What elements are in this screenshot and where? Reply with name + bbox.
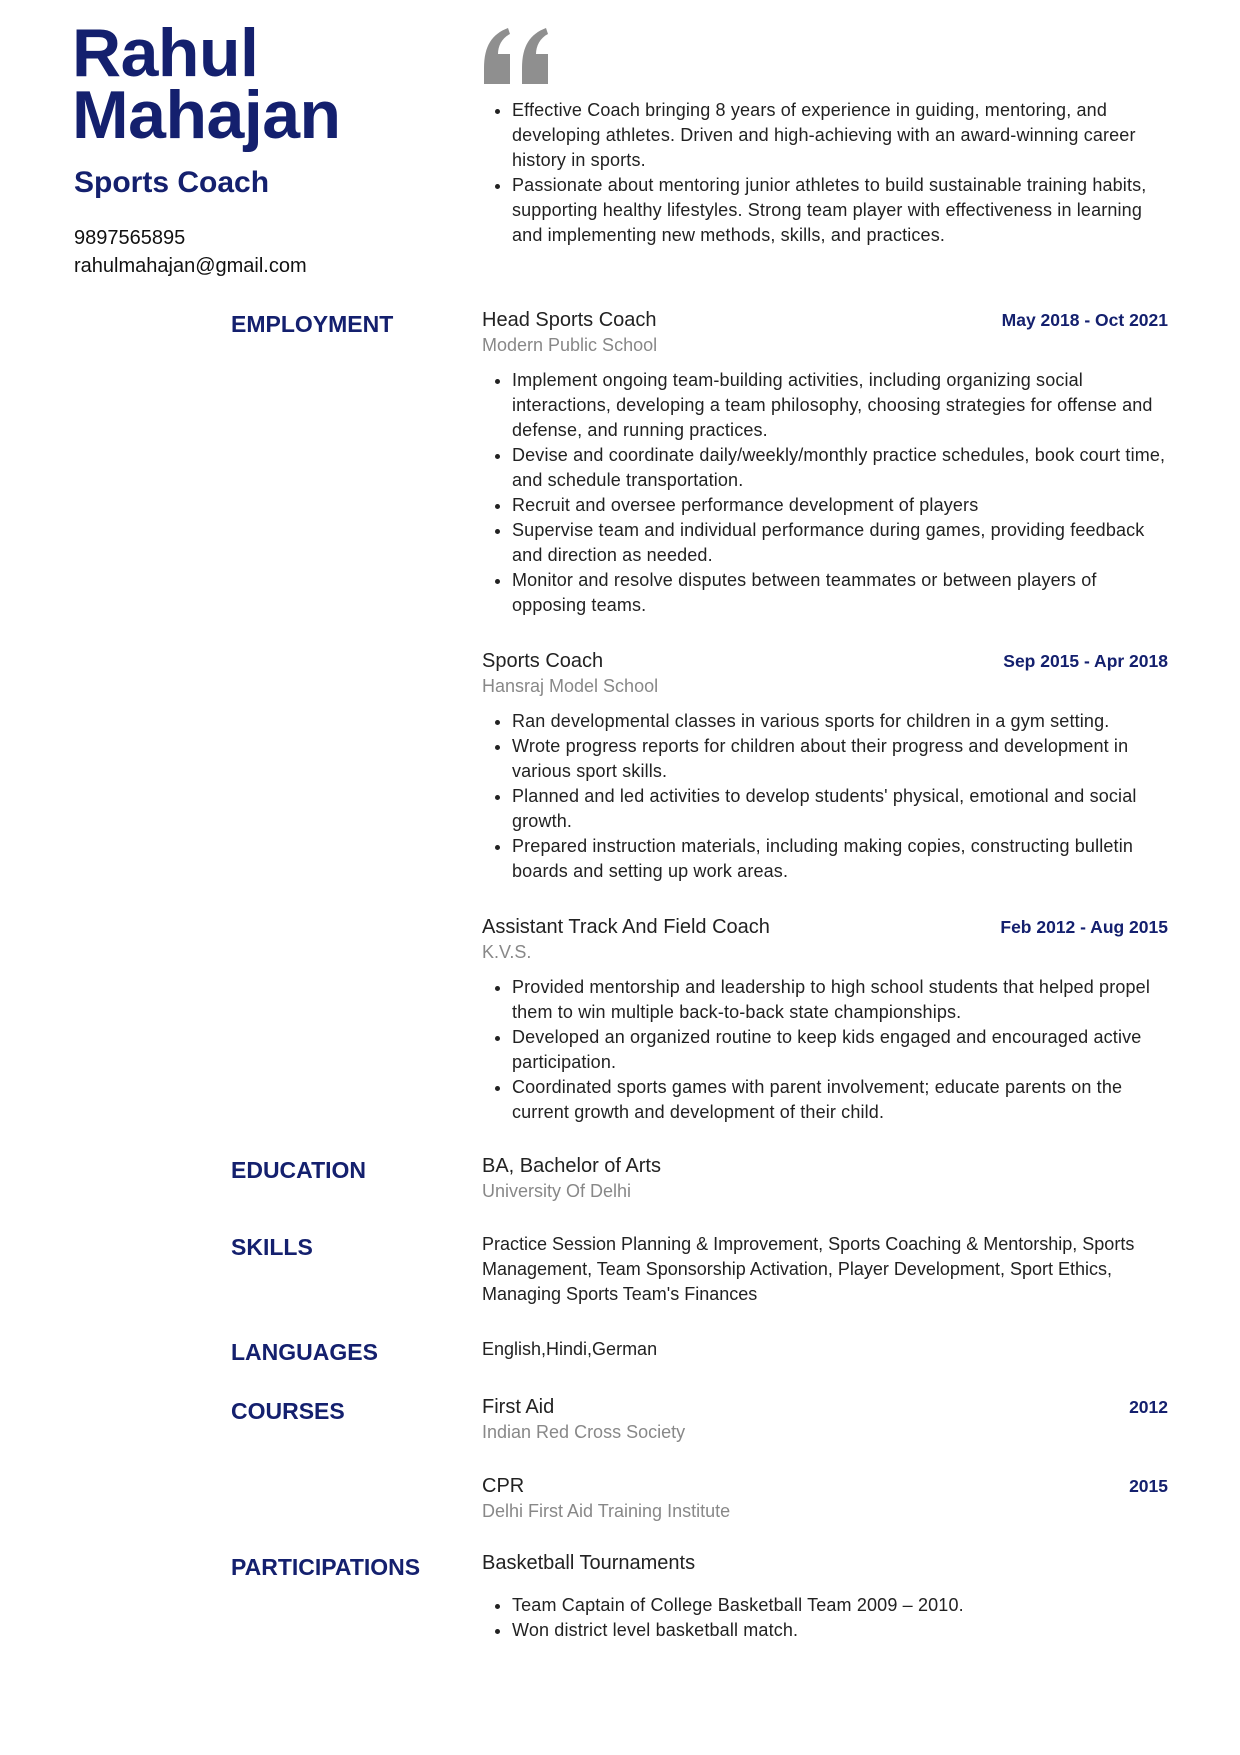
- job-bullet: • Monitor and resolve disputes between teammates or between players of opposing teams.: [512, 568, 1168, 618]
- education-row: [231, 1155, 1168, 1202]
- job-bullet: • Planned and led activities to develop students' physical, emotional and social growth.: [512, 784, 1168, 834]
- education-entry: [482, 1155, 1168, 1202]
- education-school: University Of Delhi: [482, 1181, 632, 1201]
- job-bullet: • Devise and coordinate daily/weekly/monthly practice schedules, book court time, and schedule transportation.: [512, 443, 1168, 493]
- courses-row: [231, 1396, 1168, 1522]
- job-bullet: • Provided mentorship and leadership to high school students that helped propel them to win multiple back-to-back state championships.: [512, 975, 1168, 1025]
- participation-title: Basketball Tournaments: [482, 1552, 696, 1574]
- job-dates: Feb 2012 - Aug 2015: [1000, 917, 1168, 937]
- section-skills: SKILLS: [231, 1234, 313, 1260]
- job-bullet: • Implement ongoing team-building activities, including organizing social interactions, developing a team philosophy, choosing strategies for offense and defense, and running practices.: [512, 368, 1168, 443]
- section-education: EDUCATION: [231, 1157, 367, 1183]
- job-header: [482, 650, 1168, 673]
- job-role: Assistant Track And Field Coach: [482, 916, 770, 938]
- course-entry: [482, 1396, 1168, 1443]
- job-entry: [482, 309, 1168, 618]
- job-header: [482, 309, 1168, 332]
- employment-list: [482, 309, 1168, 1125]
- summary: [482, 98, 1168, 248]
- job-company: Modern Public School: [482, 335, 658, 355]
- courses-list: [482, 1396, 1168, 1522]
- quote-icon: [480, 28, 552, 86]
- employment-row: [231, 309, 1168, 1125]
- candidate-name: [72, 15, 341, 153]
- job-company: K.V.S.: [482, 942, 532, 962]
- course-year: 2012: [1129, 1397, 1168, 1417]
- participation-bullet: • Won district level basketball match.: [512, 1618, 1168, 1643]
- job-bullet: • Supervise team and individual performance during games, providing feedback and direction as needed.: [512, 518, 1168, 568]
- job-role: Sports Coach: [482, 650, 604, 672]
- job-bullet: • Developed an organized routine to keep kids engaged and encouraged active participation.: [512, 1025, 1168, 1075]
- participation-entry: [482, 1552, 1168, 1643]
- course-org: Delhi First Aid Training Institute: [482, 1501, 731, 1521]
- languages-list: English,Hindi,German: [482, 1339, 658, 1359]
- job-bullet: • Coordinated sports games with parent involvement; educate parents on the current growth and development of their child.: [512, 1075, 1168, 1125]
- skills-row: [231, 1232, 1168, 1307]
- course-name: CPR: [482, 1475, 525, 1497]
- job-entry: [482, 916, 1168, 1125]
- section-courses: COURSES: [231, 1398, 345, 1424]
- job-role: Head Sports Coach: [482, 309, 657, 331]
- summary-item: • Passionate about mentoring junior athletes to build sustainable training habits, supporting healthy lifestyles. Strong team player with effectiveness in learning and implementing new methods, skills, and practices.: [512, 173, 1168, 248]
- job-dates: May 2018 - Oct 2021: [1001, 310, 1168, 330]
- job-title: Sports Coach: [74, 166, 270, 199]
- course-name: First Aid: [482, 1396, 555, 1418]
- course-org: Indian Red Cross Society: [482, 1422, 686, 1442]
- job-bullet: • Ran developmental classes in various sports for children in a gym setting.: [512, 709, 1168, 734]
- job-bullet: • Recruit and oversee performance development of players: [512, 493, 1168, 518]
- last-name: Mahajan: [72, 77, 341, 153]
- email: rahulmahajan@gmail.com: [74, 255, 307, 277]
- first-name: Rahul: [72, 15, 259, 91]
- course-entry: [482, 1475, 1168, 1522]
- job-header: [482, 916, 1168, 939]
- section-participations: PARTICIPATIONS: [231, 1554, 421, 1580]
- section-languages: LANGUAGES: [231, 1339, 378, 1365]
- course-header: [482, 1396, 1168, 1419]
- job-bullet: • Prepared instruction materials, including making copies, constructing bulletin boards and setting up work areas.: [512, 834, 1168, 884]
- resume-body: [231, 309, 1168, 1673]
- phone: 9897565895: [74, 227, 186, 249]
- job-company: Hansraj Model School: [482, 676, 659, 696]
- section-employment: EMPLOYMENT: [231, 311, 394, 337]
- course-year: 2015: [1129, 1476, 1168, 1496]
- summary-item: • Effective Coach bringing 8 years of experience in guiding, mentoring, and developing athletes. Driven and high-achieving with an award-winning career history in sports.: [512, 98, 1168, 173]
- participations-row: [231, 1552, 1168, 1643]
- job-dates: Sep 2015 - Apr 2018: [1003, 651, 1168, 671]
- job-entry: [482, 650, 1168, 884]
- participation-bullet: • Team Captain of College Basketball Team 2009 – 2010.: [512, 1593, 1168, 1618]
- education-degree: BA, Bachelor of Arts: [482, 1155, 661, 1177]
- skills-list: Practice Session Planning & Improvement, Sports Coaching & Mentorship, Sports Management, Team Sponsorship Activation, Player Development, Sport Ethics, Managing Sports Team's Finances: [482, 1234, 1135, 1304]
- course-header: [482, 1475, 1168, 1498]
- languages-row: [231, 1337, 1168, 1366]
- job-bullet: • Wrote progress reports for children about their progress and development in various sport skills.: [512, 734, 1168, 784]
